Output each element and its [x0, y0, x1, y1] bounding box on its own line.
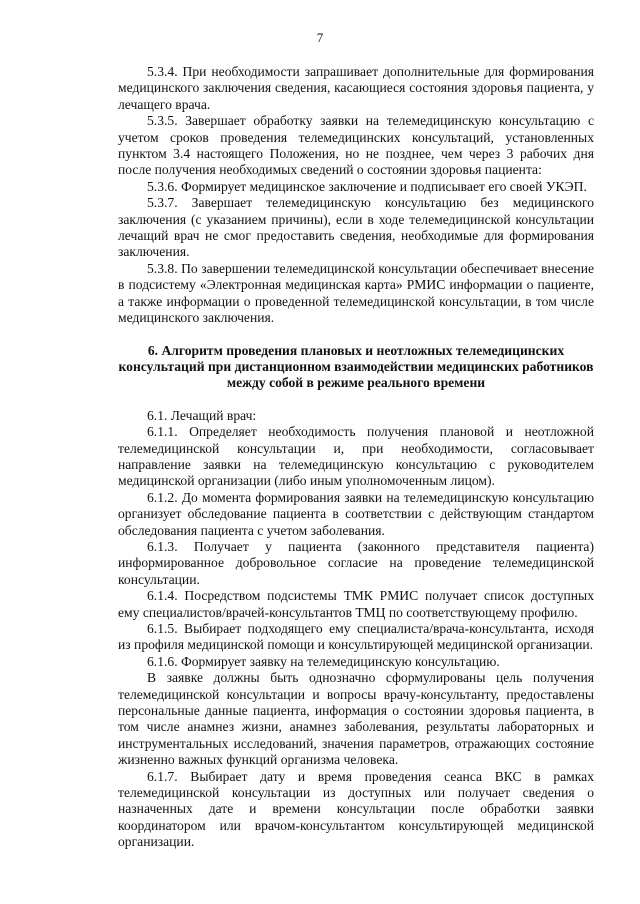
section-6 — [118, 343, 594, 851]
heading-line: консультаций при дистанционном взаимодействии медицинских работников — [118, 358, 594, 374]
section-6-heading — [118, 343, 594, 392]
paragraph-request-requirements: В заявке должны быть однозначно сформулированы цель получения телемедицинской консультации и вопросы врачу-консультанту, предоставлены персональные данные пациента, информация о состоянии здоровья пациента, в том числе анамнез жизни, анамнез заболевания, результаты лабораторных и инструментальных исследований, значения параметров, отражающих состояние жизненно важных функций организма человека. — [118, 670, 594, 768]
paragraph-6-1-3: 6.1.3. Получает у пациента (законного представителя пациента) информированное добровольное согласие на проведение телемедицинской консультации. — [118, 538, 594, 587]
paragraph-6-1-2: 6.1.2. До момента формирования заявки на телемедицинскую консультацию организует обследование пациента в соответствии с действующим стандартом обследования пациента с учетом заболевания. — [118, 489, 594, 538]
section-5-continuation — [118, 64, 594, 327]
paragraph-6-1: 6.1. Лечащий врач: — [147, 407, 257, 423]
paragraph-5-3-5: 5.3.5. Завершает обработку заявки на телемедицинскую консультацию с учетом сроков проведения телемедицинских консультаций, установленных пунктом 3.4 настоящего Положения, но не позднее, чем через 3 рабочих дня после получения необходимых сведений о состоянии здоровья пациента: — [118, 113, 594, 178]
spacer — [118, 327, 594, 343]
heading-line: между собой в режиме реального времени — [226, 375, 486, 391]
paragraph-6-1-1: 6.1.1. Определяет необходимость получения плановой и неотложной телемедицинской консультации и, при необходимости, согласовывает направление заявки на телемедицинскую консультацию с руководителем медицинской организации (либо иным уполномоченным лицом). — [118, 424, 594, 489]
paragraph-6-1-6: 6.1.6. Формирует заявку на телемедицинскую консультацию. — [147, 653, 500, 669]
paragraph-6-1-4: 6.1.4. Посредством подсистемы ТМК РМИС получает список доступных ему специалистов/врачей-консультантов ТМЦ по соответствующему профилю. — [118, 588, 594, 620]
paragraph-5-3-4: 5.3.4. При необходимости запрашивает дополнительные для формирования медицинского заключения сведения, касающиеся состояния здоровья пациента, у лечащего врача. — [118, 64, 594, 112]
paragraph-6-1-5: 6.1.5. Выбирает подходящего ему специалиста/врача-консультанта, исходя из профиля медицинской помощи и консультирующей медицинской организации. — [118, 621, 594, 653]
paragraph-5-3-7: 5.3.7. Завершает телемедицинскую консультацию без медицинского заключения (с указанием причины), если в ходе телемедицинской консультации лечащий врач не смог предоставить сведения, необходимые для формирования заключения. — [118, 195, 594, 260]
paragraph-5-3-6: 5.3.6. Формирует медицинское заключение и подписывает его своей УКЭП. — [147, 178, 587, 194]
page-number: 7 — [316, 30, 324, 45]
spacer — [118, 392, 594, 408]
heading-line: 6. Алгоритм проведения плановых и неотложных телемедицинских — [147, 342, 565, 358]
paragraph-6-1-7: 6.1.7. Выбирает дату и время проведения сеанса ВКС в рамках телемедицинской консультации из доступных или получает сведения о назначенных дате и времени консультации после обработки заявки координатором или врачом-консультантом консультирующей медицинской организации. — [118, 768, 594, 850]
page-content — [118, 64, 594, 851]
paragraph-5-3-8: 5.3.8. По завершении телемедицинской консультации обеспечивает внесение в подсистему «Электронная медицинская карта» РМИС информации о пациенте, а также информации о проведенной телемедицинской консультации, в том числе медицинского заключения. — [118, 260, 594, 326]
